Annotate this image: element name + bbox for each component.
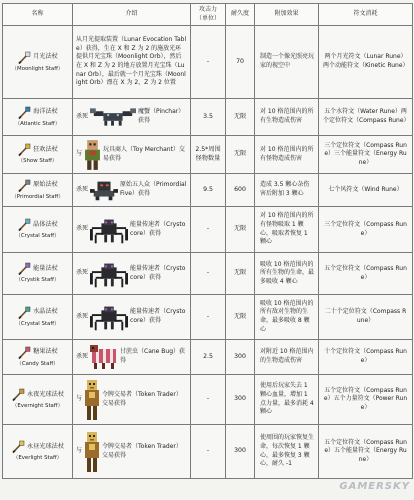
attack-value: - [191,26,226,99]
durability-value: 无限 [226,207,255,253]
staff-table-sheet [2,3,412,479]
durability-value: 300 [226,425,255,479]
intro-prefix: 杀死 [76,225,89,233]
effect-text: 吸收 10 格范围内的所有敌对生物的生命，最多吸收 8 颗心 [255,295,319,340]
staff-name: 糖果法杖 [33,348,58,356]
intro-prefix: 杀死 [76,112,89,120]
intro-suffix: 玩具商人（Toy Merchant）交易获得 [103,145,185,162]
staff-name: 水晶法杖 [33,308,58,316]
token-trader-image [84,432,100,472]
durability-value: 无限 [226,136,255,174]
effect-text: 使用后玩家失去 1 颗心血量，增加 1 点力量，最多消耗 4 颗心 [255,375,319,425]
moonlight-staff-icon [17,51,31,65]
intro-prefix: 与 [76,395,83,403]
name-cell [3,136,73,174]
table-row [3,174,413,207]
rune-cost: 五个定位符文（Compass Rune）五个力量符文（Power Rune） [319,375,413,425]
name-cell [3,425,73,479]
staff-name-english: （Primordial Staff） [11,193,64,200]
table-row [3,207,413,253]
column-header-attack: 攻击力（单位） [191,4,226,26]
column-header-name: 名称 [3,4,73,26]
toy-merchant-image [84,140,101,170]
name-cell [3,253,73,295]
intro-prefix: 杀死 [76,352,89,360]
staff-name-english: （Show Staff） [17,158,58,165]
staff-name: 能量法杖 [33,264,58,272]
intro-cell [73,253,191,295]
durability-value: 无限 [226,253,255,295]
staff-table [2,3,413,479]
rune-cost: 十个定位符文（Compass Rune） [319,340,413,375]
intro-suffix: 令牌交易者（Token Trader）交易获得 [102,442,182,459]
name-cell [3,26,73,99]
staff-name-english: （Crystal Staff） [15,233,60,240]
effect-text: 对附近 10 格范围内的生物造成伤害 [255,340,319,375]
crystik-staff-icon [17,262,31,276]
intro-prefix: 杀死 [76,312,89,320]
table-row [3,26,413,99]
token-trader-image [84,380,100,420]
show-staff-icon [17,143,31,157]
effect-text: 对 10 格范围内的所有怪物造成伤害 [255,136,319,174]
staff-name-english: （Everlight Staff） [12,455,63,462]
column-header-durability: 耐久度 [226,4,255,26]
attack-value: - [191,253,226,295]
intro-cell [73,340,191,375]
attack-value: 2.5*周围怪物数量 [191,136,226,174]
staff-name: 月光法杖 [33,53,58,61]
primordial-five-image [90,179,118,201]
effect-text: 对 10 格范围内的所有生物造成伤害 [255,99,319,136]
staff-name: 晶体法杖 [33,220,58,228]
intro-prefix: 与 [76,150,83,158]
rune-cost: 七个风符文（Wind Rune） [319,174,413,207]
rune-cost: 两个月光符文（Lunar Rune）两个动能符文（Kinetic Rune） [319,26,413,99]
attack-value: - [191,295,226,340]
column-header-effect: 附加效果 [255,4,319,26]
intro-prefix: 杀死 [76,269,89,277]
rune-cost: 五个定位符文（Compass Rune） [319,253,413,295]
intro-cell [73,295,191,340]
intro-cell [73,425,191,479]
attack-value: - [191,375,226,425]
crystocore-image [90,302,128,332]
name-cell [3,99,73,136]
attack-value: - [191,425,226,479]
primordial-staff-icon [17,179,31,193]
everlight-staff-icon [11,440,25,454]
crystocore-image [90,215,128,245]
staff-name-english: （Candy Staff） [16,360,59,367]
staff-name-english: （Moonlight Staff） [11,65,64,72]
table-row [3,375,413,425]
name-cell [3,340,73,375]
crystal-staff-icon [17,218,31,232]
intro-cell [73,99,191,136]
table-header-row [3,4,413,26]
effect-text: 制造一个像光照亮玩家的视空中 [255,26,319,99]
intro-suffix: 原始五人众（Primordial Five）获得 [120,181,187,197]
intro-prefix: 与 [76,447,83,455]
intro-cell [73,174,191,207]
table-row [3,99,413,136]
rune-cost: 二十个定位符文（Compass Rune） [319,295,413,340]
intro-prefix: 杀死 [76,185,89,193]
intro-suffix: 能量传速者（Crystocore）获得 [130,264,186,281]
name-cell [3,174,73,207]
name-cell [3,295,73,340]
column-header-runes: 符文消耗 [319,4,413,26]
staff-name: 狂欢法杖 [33,145,58,153]
staff-name: 永夜光球法杖 [26,390,65,398]
staff-name: 原始法杖 [33,181,58,189]
intro-cell [73,136,191,174]
durability-value: 600 [226,174,255,207]
attack-value: - [191,207,226,253]
staff-name: 海洋法杖 [33,108,58,116]
intro-suffix: 甘蔗虫（Cane Bug）获得 [120,348,186,364]
attack-value: 3.5 [191,99,226,136]
staff-name: 永昼光球法杖 [26,442,65,450]
table-row [3,425,413,479]
durability-value: 无限 [226,99,255,136]
rune-cost: 五个定位符文（Compass Rune）五个能量符文（Energy Rune） [319,425,413,479]
table-row [3,136,413,174]
rune-cost: 三个定位符文（Compass Rune） [319,207,413,253]
intro-cell [73,375,191,425]
durability-value: 300 [226,340,255,375]
candy-staff-icon [17,346,31,360]
intro-cell [73,26,191,99]
staff-name-english: （Atlantic Staff） [14,120,61,127]
pinchar-image [90,108,136,126]
effect-text: 对 10 格范围内的所有怪物吸取 1 颗心，吸取者恢复 1 颗心 [255,207,319,253]
durability-value: 70 [226,26,255,99]
durability-value: 300 [226,375,255,425]
attack-value: 2.5 [191,340,226,375]
effect-text: 造成 3.5 颗心杂伤害后附加 3 颗心 [255,174,319,207]
rune-cost: 三个定位符文（Compass Rune）三个能量符文（Energy Rune） [319,136,413,174]
name-cell [3,207,73,253]
intro-suffix: 能量传速者（Crystocore）获得 [130,220,186,237]
table-row [3,340,413,375]
attack-value: 9.5 [191,174,226,207]
table-row [3,253,413,295]
intro-suffix: 令牌交易者（Token Trader）交易获得 [102,390,182,407]
staff-name-english: （Crystal Staff） [15,320,60,327]
crystocore-image [90,259,128,289]
intro-text: 从月光提取装置（Lunar Evocation Table）获得，生在 X 和 Z 为 2 的施放光环提供月光宝珠（Moonlight Orb），然后在 X 和 Z 为 2 的地方放置月光宝珠（Lunar Orb），最后就一个月光宝珠（Moonlight Orb）漂在 X 为 2，Z 为 2 位置 [76,36,187,87]
rune-cost: 五个水符文（Water Rune）两个定位符文（Compass Rune） [319,99,413,136]
effect-text: 使周围的玩家恢复生命，每次恢复 1 颗心，最多恢复 3 颗心，耐久 -1 [255,425,319,479]
cane-bug-image [90,345,118,369]
intro-cell [73,207,191,253]
evernight-staff-icon [11,388,25,402]
table-row [3,295,413,340]
name-cell [3,375,73,425]
staff-name-english: （Evernight Staff） [12,403,63,410]
gamersky-watermark: GAMERSKY [339,481,410,492]
durability-value: 无限 [226,295,255,340]
effect-text: 吸收 10 格范围内的所有生物的生命，最多吸收 4 颗心 [255,253,319,295]
atlantic-staff-icon [17,106,31,120]
staff-name-english: （Crystik Staff） [15,277,60,284]
intro-suffix: 能量传速者（Crystocore）获得 [130,308,186,324]
column-header-intro: 介绍 [73,4,191,26]
intro-suffix: 魔蟹（Pinchar）获得 [138,108,185,124]
crystal-staff-icon [17,306,31,320]
